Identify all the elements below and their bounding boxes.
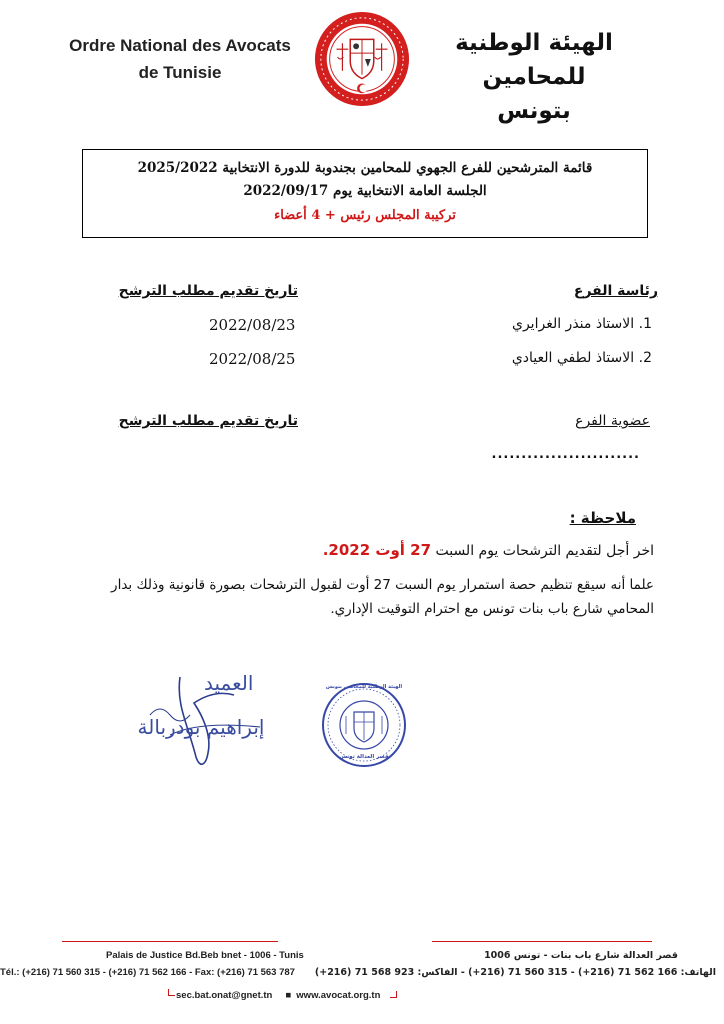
- footer-email[interactable]: sec.bat.onat@gnet.tn: [176, 990, 273, 1001]
- title-box: [82, 149, 648, 238]
- org-name-ar: [414, 26, 654, 128]
- stamp-bottom-text: قصر العدالة تونس: [339, 754, 389, 760]
- footer-address-ar: قصر العدالة شارع باب بنات - تونس 1006: [484, 950, 678, 961]
- candidate-row-2: [512, 350, 652, 366]
- candidate-name: الاستاذ لطفي العيادي: [511, 350, 635, 366]
- footer-address-fr: Palais de Justice Bd.Beb bnet - 1006 - Tunis: [106, 950, 304, 961]
- candidate-date-1: 2022/08/23: [209, 316, 296, 334]
- footer-phone-fr: Tél.: (+216) 71 560 315 - (+216) 71 562 166 - Fax: (+216) 71 563 787: [0, 967, 295, 978]
- note-deadline-date: 27 أوت 2022.: [322, 541, 432, 559]
- title-line-1: قائمة المترشحين للفرع الجهوي للمحامين بجندوبة للدورة الانتخابية 2025/2022: [137, 160, 593, 176]
- membership-date-header: تاريخ تقديم مطلب الترشح: [118, 413, 298, 429]
- footer-divider-right: [432, 941, 652, 942]
- footer-divider-left: [62, 941, 278, 942]
- note-paragraph: علما أنه سيقع تنظيم حصة استمرار يوم السبت 27 أوت لقبول الترشحات بصورة قانونية وذلك بدار المحامي شارع باب بنات تونس مع احترام التوقيت الإداري.: [111, 577, 654, 617]
- membership-header: عضوية الفرع: [575, 413, 650, 429]
- footer-contact-links: [176, 983, 397, 1002]
- presidency-date-header: تاريخ تقديم مطلب الترشح: [118, 283, 298, 299]
- org-name-fr: [60, 32, 300, 86]
- org-name-fr-line1: Ordre National des Avocats: [69, 36, 291, 55]
- globe-icon: ■: [285, 990, 292, 1001]
- candidate-row-1: [512, 316, 652, 332]
- title-line-3: تركيبة المجلس رئيس + 4 أعضاء: [274, 208, 456, 223]
- bar-association-logo: [313, 10, 411, 108]
- title-line-2: الجلسة العامة الانتخابية يوم 2022/09/17: [243, 183, 487, 199]
- footer-phone-ar: الهاتف: 166 562 71 (216+) - 315 560 71 (216+) - الفاكس: 923 568 71 (216+): [314, 967, 716, 978]
- org-name-ar-line1: الهيئة الوطنية للمحامين: [455, 30, 613, 90]
- dean-title: العميد: [204, 671, 254, 695]
- stamp-top-text: الهيئة الوطنية للمحامين بتونس: [325, 684, 403, 690]
- membership-placeholder: .........................: [491, 447, 640, 462]
- footer-corner-left: [168, 989, 175, 996]
- candidate-name: الاستاذ منذر الغرايري: [512, 316, 635, 332]
- official-stamp: [321, 682, 407, 768]
- dean-name: إبراهيم بودربالة: [137, 715, 265, 739]
- org-name-fr-line2: de Tunisie: [138, 63, 222, 82]
- org-name-ar-line2: بتونس: [497, 98, 571, 124]
- note-title: ملاحظة :: [569, 509, 636, 527]
- presidency-header: رئاسة الفرع: [573, 283, 658, 299]
- candidate-number: 2.: [638, 350, 652, 366]
- note-line-1: [94, 541, 654, 559]
- note-deadline-prefix: اخر أجل لتقديم الترشحات يوم السبت: [435, 543, 654, 559]
- candidate-number: 1.: [638, 316, 652, 332]
- footer-corner-right: [390, 991, 397, 998]
- footer-web[interactable]: www.avocat.org.tn: [296, 990, 381, 1001]
- candidate-date-2: 2022/08/25: [209, 350, 296, 368]
- dean-signature: [110, 665, 290, 775]
